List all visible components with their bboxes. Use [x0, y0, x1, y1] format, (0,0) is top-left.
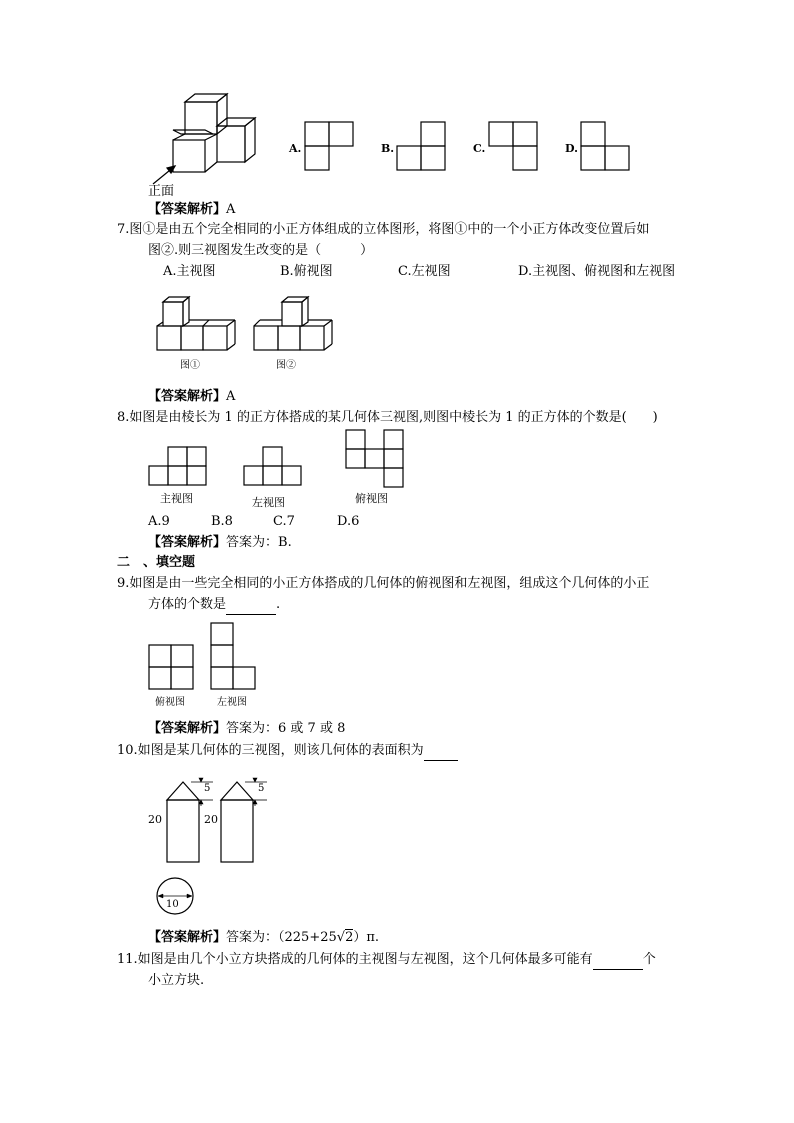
- q10-side-roof: 5: [258, 783, 265, 794]
- q8-answer: [148, 534, 292, 552]
- q11-line1: [117, 951, 656, 970]
- q6-option-d-label: D.: [565, 142, 578, 155]
- answer-tag: 【答案解析】: [148, 389, 227, 404]
- section-title: 二 、填空题: [117, 555, 196, 570]
- q8-top-view-label: 俯视图: [355, 492, 388, 505]
- q10-side-height: 20: [204, 813, 218, 826]
- q6-answer: [148, 201, 235, 219]
- q10-front-roof: 5: [204, 783, 211, 794]
- q8-left-view: [243, 445, 303, 489]
- q7-option-a: A.主视图: [163, 264, 216, 279]
- q6-option-c-figure: [488, 120, 538, 170]
- q10-answer: [148, 929, 379, 947]
- q9-left-view-label: 左视图: [217, 697, 247, 708]
- q6-front-label: 正面: [148, 184, 175, 199]
- q8-option-a: A.9: [148, 514, 170, 529]
- q8-text: 8.如图是由棱长为 1 的正方体搭成的某几何体三视图,则图中棱长为 1 的正方体的个数是( ): [117, 410, 658, 425]
- q7-figure-1: [155, 296, 245, 358]
- q7-option-d: D.主视图、俯视图和左视图: [518, 264, 676, 279]
- q6-option-c-label: C.: [473, 142, 486, 155]
- q8-option-b: B.8: [211, 514, 233, 529]
- q7-option-c: C.左视图: [398, 264, 451, 279]
- q6-option-b-label: B.: [381, 142, 395, 155]
- answer-value: 答案为：B.: [226, 535, 292, 550]
- q8-option-c: C.7: [273, 514, 295, 529]
- q10-front-height: 20: [148, 813, 162, 826]
- q6-option-b-figure: [396, 120, 446, 170]
- q7-option-b: B.俯视图: [280, 264, 333, 279]
- q9-top-view-label: 俯视图: [155, 697, 185, 708]
- answer-tag: 【答案解析】: [148, 535, 227, 550]
- q8-option-d: D.6: [337, 514, 360, 529]
- q8-front-view-label: 主视图: [160, 492, 193, 505]
- answer-suffix: ）π.: [353, 930, 380, 945]
- q10-side-view: [219, 778, 279, 864]
- sqrt-sign: √: [336, 930, 346, 945]
- q6-option-a-label: A.: [289, 142, 302, 155]
- q7-figure-1-label: 图①: [180, 360, 200, 371]
- q8-top-view: [345, 429, 407, 489]
- q6-option-a-figure: [304, 120, 354, 170]
- q9-line2-text: 方体的个数是: [148, 597, 227, 612]
- answer-tag: 【答案解析】: [148, 930, 227, 945]
- answer-value: A: [226, 389, 236, 404]
- q7-line1: [117, 221, 649, 239]
- answer-value: A: [226, 202, 236, 217]
- q8-front-view: [148, 445, 208, 489]
- q10-line1: [117, 742, 458, 761]
- answer-value: 答案为：6 或 7 或 8: [226, 721, 346, 736]
- q7-text: 图①是由五个完全相同的小正方体组成的立体图形，将图①中的一个小正方体改变位置后如: [129, 222, 650, 237]
- q9-line2: [148, 596, 280, 615]
- q7-figure-2: [252, 296, 342, 358]
- q11-line1-end: 个: [642, 952, 656, 967]
- answer-tag: 【答案解析】: [148, 721, 227, 736]
- q8-left-view-label: 左视图: [252, 496, 285, 509]
- q11-answer-blank[interactable]: [593, 951, 643, 970]
- q9-top-view: [148, 644, 196, 692]
- q9-answer-blank[interactable]: [226, 596, 276, 615]
- answer-tag: 【答案解析】: [148, 202, 227, 217]
- q9-line1: 9.如图是由一些完全相同的小正方体搭成的几何体的俯视图和左视图，组成这个几何体的小正: [117, 576, 650, 591]
- q6-option-d-figure: [580, 120, 630, 170]
- q10-text: 10.如图是某几何体的三视图，则该几何体的表面积为: [117, 743, 424, 758]
- q7-number: 7.: [117, 222, 130, 237]
- answer-sqrt-value: 2: [345, 930, 354, 945]
- q6-cube-figure: [145, 92, 260, 192]
- q7-answer: [148, 388, 235, 406]
- q9-line2-end: .: [276, 597, 281, 612]
- q10-diameter: 10: [166, 899, 179, 910]
- q11-line2: 小立方块.: [148, 973, 205, 988]
- q10-answer-blank[interactable]: [424, 742, 458, 761]
- q7-figure-2-label: 图②: [276, 360, 296, 371]
- q11-text: 11.如图是由几个小立方块搭成的几何体的主视图与左视图，这个几何体最多可能有: [117, 952, 593, 967]
- q9-left-view: [210, 622, 258, 692]
- answer-prefix: 答案为：（225+25: [226, 930, 337, 945]
- q9-answer: [148, 720, 345, 738]
- q7-line2: 图②.则三视图发生改变的是（ ）: [148, 243, 374, 258]
